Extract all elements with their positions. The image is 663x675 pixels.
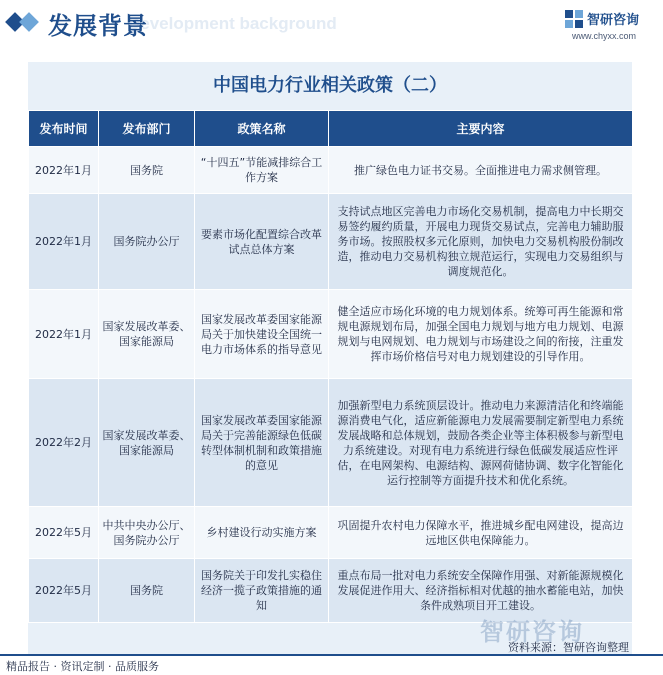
column-header-dept: 发布部门 (99, 111, 195, 147)
row-content: 支持试点地区完善电力市场化交易机制，提高电力中长期交易签约履约质量，开展电力现货交易试点，完善电力辅助服务市场。按照股权多元化原则，加快电力交易机构股份制改造，推动电力交易机构独立规范运行，实现电力交易组织与调度规范化。 (329, 194, 633, 290)
row-policy: 国家发展改革委国家能源局关于完善能源绿色低碳转型体制机制和政策措施的意见 (195, 379, 329, 507)
row-date: 2022年1月 (29, 147, 99, 194)
row-policy: 要素市场化配置综合改革试点总体方案 (195, 194, 329, 290)
row-content: 重点布局一批对电力系统安全保障作用强、对新能源规模化发展促进作用大、经济指标相对优越的抽水蓄能电站，加快条件成熟项目开工建设。 (329, 559, 633, 623)
brand-url: www.chyxx.com (572, 31, 637, 41)
column-header-content: 主要内容 (329, 111, 633, 147)
table-row (29, 290, 633, 379)
row-dept: 国务院 (99, 147, 195, 194)
row-policy: “十四五”节能减排综合工作方案 (195, 147, 329, 194)
watermark-text: 智研咨询 (480, 618, 584, 646)
row-date: 2022年2月 (29, 379, 99, 507)
row-date: 2022年5月 (29, 507, 99, 559)
table-row (29, 507, 633, 559)
column-header-date: 发布时间 (29, 111, 99, 147)
row-policy: 乡村建设行动实施方案 (195, 507, 329, 559)
table-row (29, 194, 633, 290)
footer-divider (0, 654, 663, 656)
row-date: 2022年5月 (29, 559, 99, 623)
brand-logo (565, 9, 639, 28)
row-dept: 国家发展改革委、国家能源局 (99, 290, 195, 379)
row-dept: 国务院 (99, 559, 195, 623)
row-date: 2022年1月 (29, 194, 99, 290)
row-dept: 国家发展改革委、国家能源局 (99, 379, 195, 507)
row-policy: 国家发展改革委国家能源局关于加快建设全国统一电力市场体系的指导意见 (195, 290, 329, 379)
row-content: 加强新型电力系统顶层设计。推动电力来源清洁化和终端能源消费电气化，适应新能源电力发展需要制定新型电力系统发展战略和总体规划，鼓励各类企业等主体积极参与新型电力系统建设。对现有电力系统进行绿色低碳发展适应性评估，在电网架构、电源结构、源网荷储协调、数字化智能化运行控制等方面提升技术和优化系统。 (329, 379, 633, 507)
footer-slogan: 精品报告 · 资讯定制 · 品质服务 (6, 660, 159, 673)
brand-name: 智研咨询 (587, 13, 640, 28)
policy-table (28, 110, 633, 623)
row-content: 巩固提升农村电力保障水平，推进城乡配电网建设，提高边远地区供电保障能力。 (329, 507, 633, 559)
table-row (29, 147, 633, 194)
table-title: 中国电力行业相关政策（二） (213, 75, 447, 96)
page-header (0, 0, 663, 48)
row-content: 推广绿色电力证书交易。全面推进电力需求侧管理。 (329, 147, 633, 194)
row-content: 健全适应市场化环境的电力规划体系。统筹可再生能源和常规电源规划布局，加强全国电力规划与地方电力规划、电源规划与电网规划、电力规划与市场建设之间的衔接，注重发挥市场价格信号对电力规划建设的引导作用。 (329, 290, 633, 379)
source-note: 资料来源：智研咨询整理 (508, 641, 629, 654)
row-policy: 国务院关于印发扎实稳住经济一揽子政策措施的通知 (195, 559, 329, 623)
header-watermark: Development background (128, 14, 337, 33)
brand-icon (565, 10, 583, 28)
diamond-icon (19, 12, 39, 32)
row-date: 2022年1月 (29, 290, 99, 379)
table-header-row (29, 111, 633, 147)
section-title: 发展背景 (48, 11, 148, 40)
column-header-policy: 政策名称 (195, 111, 329, 147)
table-row (29, 379, 633, 507)
row-dept: 中共中央办公厅、国务院办公厅 (99, 507, 195, 559)
row-dept: 国务院办公厅 (99, 194, 195, 290)
